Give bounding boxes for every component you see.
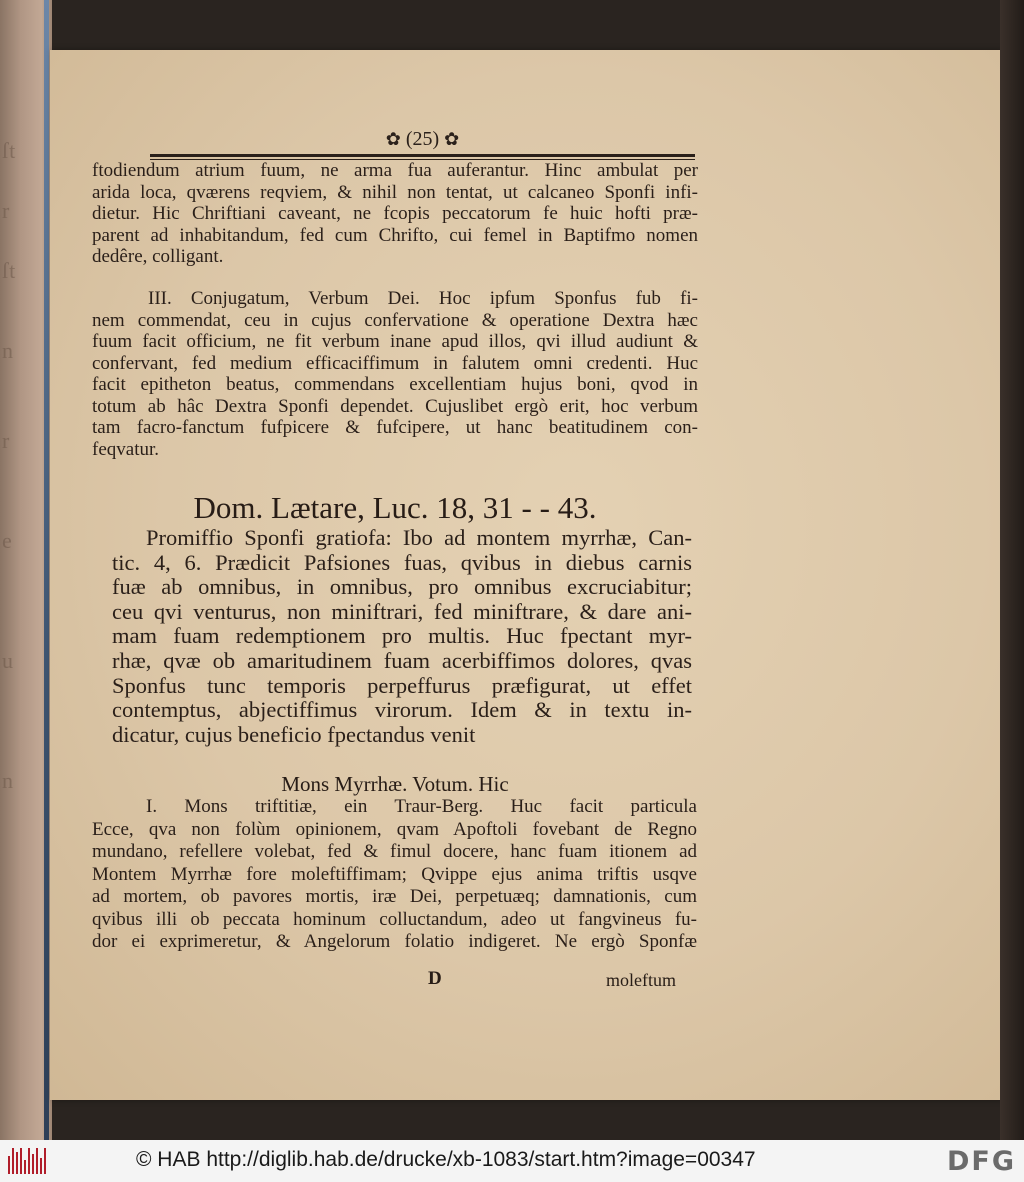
text-line: totum ab hâc Dextra Sponfi dependet. Cujuslibet ergò erit, hoc verbum <box>92 395 698 417</box>
text-line: I. Mons triftitiæ, ein Traur-Berg. Huc facit particula <box>146 796 697 817</box>
text-line: tam facro-fanctum fufpicere & fufcipere, ut hanc beatitudinem con- <box>92 417 698 438</box>
ghost-text: r <box>2 198 11 223</box>
ghost-text: e <box>2 528 13 553</box>
header-rule <box>150 154 695 157</box>
right-edge-shadow <box>1000 0 1024 1140</box>
ghost-text: ſt <box>2 258 17 283</box>
paragraph-conjugatum <box>92 288 698 460</box>
text-line: Promiffio Sponfi gratiofa: Ibo ad montem myrrhæ, Can- <box>146 525 692 550</box>
page-number: (25) <box>405 128 440 150</box>
ghost-text: u <box>2 648 14 673</box>
paragraph-mons-tristitiae <box>92 796 697 954</box>
text-line: confervant, fed medium efficaciffimum in falutem omni credenti. Huc <box>92 352 698 374</box>
text-line: dietur. Hic Chriftiani caveant, ne fcopis peccatorum fe huic hofti præ- <box>92 203 698 224</box>
paragraph-promissio <box>112 526 692 747</box>
ornament-left-icon: ✿ <box>385 129 401 149</box>
text-line: dor ei exprimeretur, & Angelorum folatio indigeret. Ne ergò Sponfæ <box>92 931 697 952</box>
text-line: nem commendat, ceu in cujus confervatione & operatione Dextra hæc <box>92 309 698 331</box>
text-line: ftodiendum atrium fuum, ne arma fua auferantur. Hinc ambulat per <box>92 160 698 181</box>
ghost-text: r <box>2 428 11 453</box>
text-line: parent ad inhabitandum, fed cum Chrifto, cui femel in Baptifmo nomen <box>92 224 698 246</box>
text-line: fuum facit officium, ne fit verbum inane apud illos, qvi illud audiunt & <box>92 331 698 352</box>
text-line: mundano, refellere volebat, fed & fimul docere, hanc fuam itionem ad <box>92 841 697 862</box>
ghost-text: n <box>2 338 14 363</box>
text-line: mam fuam redemptionem pro multis. Huc fpectant myr- <box>112 623 692 649</box>
ghost-text: ſt <box>2 138 17 163</box>
paragraph-continuation <box>92 160 698 268</box>
footer-bar <box>0 1140 1024 1182</box>
ghost-text: n <box>2 768 14 793</box>
text-line: Ecce, qva non folùm opinionem, qvam Apoftoli fovebant de Regno <box>92 818 697 840</box>
copyright-link[interactable]: © HAB http://diglib.hab.de/drucke/xb-1083/start.htm?image=00347 <box>136 1148 756 1171</box>
text-line: Montem Myrrhæ fore moleftiffimam; Qvippe ejus anima triftis usqve <box>92 863 697 885</box>
text-line: fuæ ab omnibus, in omnibus, pro omnibus excruciabitur; <box>112 574 692 600</box>
hab-logo-icon[interactable] <box>8 1148 48 1174</box>
text-line: Sponfus tunc temporis perpeffurus præfigurat, ut effet <box>112 672 692 698</box>
text-line: III. Conjugatum, Verbum Dei. Hoc ipfum Sponfus fub fi- <box>148 288 698 309</box>
text-line: dicatur, cujus beneficio fpectandus venit <box>112 721 476 747</box>
text-line: facit epitheton beatus, commendans excellentiam hujus boni, qvod in <box>92 374 698 395</box>
text-line: ceu qvi venturus, non miniftrari, fed miniftrare, & dare ani- <box>112 598 692 624</box>
text-line: arida loca, qværens reqviem, & nihil non tentat, ut calcaneo Sponfi infi- <box>92 181 698 203</box>
ornament-right-icon: ✿ <box>444 129 460 149</box>
text-line: ad mortem, ob pavores mortis, iræ Dei, perpetuæq; damnationis, cum <box>92 886 697 907</box>
text-line: contemptus, abjectiffimus virorum. Idem & in textu in- <box>112 697 692 723</box>
dfg-logo[interactable]: DFG <box>946 1146 1016 1177</box>
text-line: tic. 4, 6. Prædicit Pafsiones fuas, qvibus in diebus carnis <box>112 549 692 575</box>
page-header <box>150 128 695 151</box>
binding-strip <box>44 0 49 1140</box>
section-heading: Dom. Lætare, Luc. 18, 31 - - 43. <box>193 490 597 525</box>
text-line: feqvatur. <box>92 438 160 460</box>
text-line: qvibus illi ob peccata hominum colluctandum, adeo ut fangvineus fu- <box>92 908 697 930</box>
catchword: moleftum <box>606 970 676 990</box>
signature-mark: D <box>428 968 442 989</box>
text-line: dedêre, colligant. <box>92 246 224 267</box>
text-line: rhæ, qvæ ob amaritudinem fuam acerbiffimos dolores, qvas <box>112 647 692 673</box>
theme-line: Mons Myrrhæ. Votum. Hic <box>281 772 509 796</box>
